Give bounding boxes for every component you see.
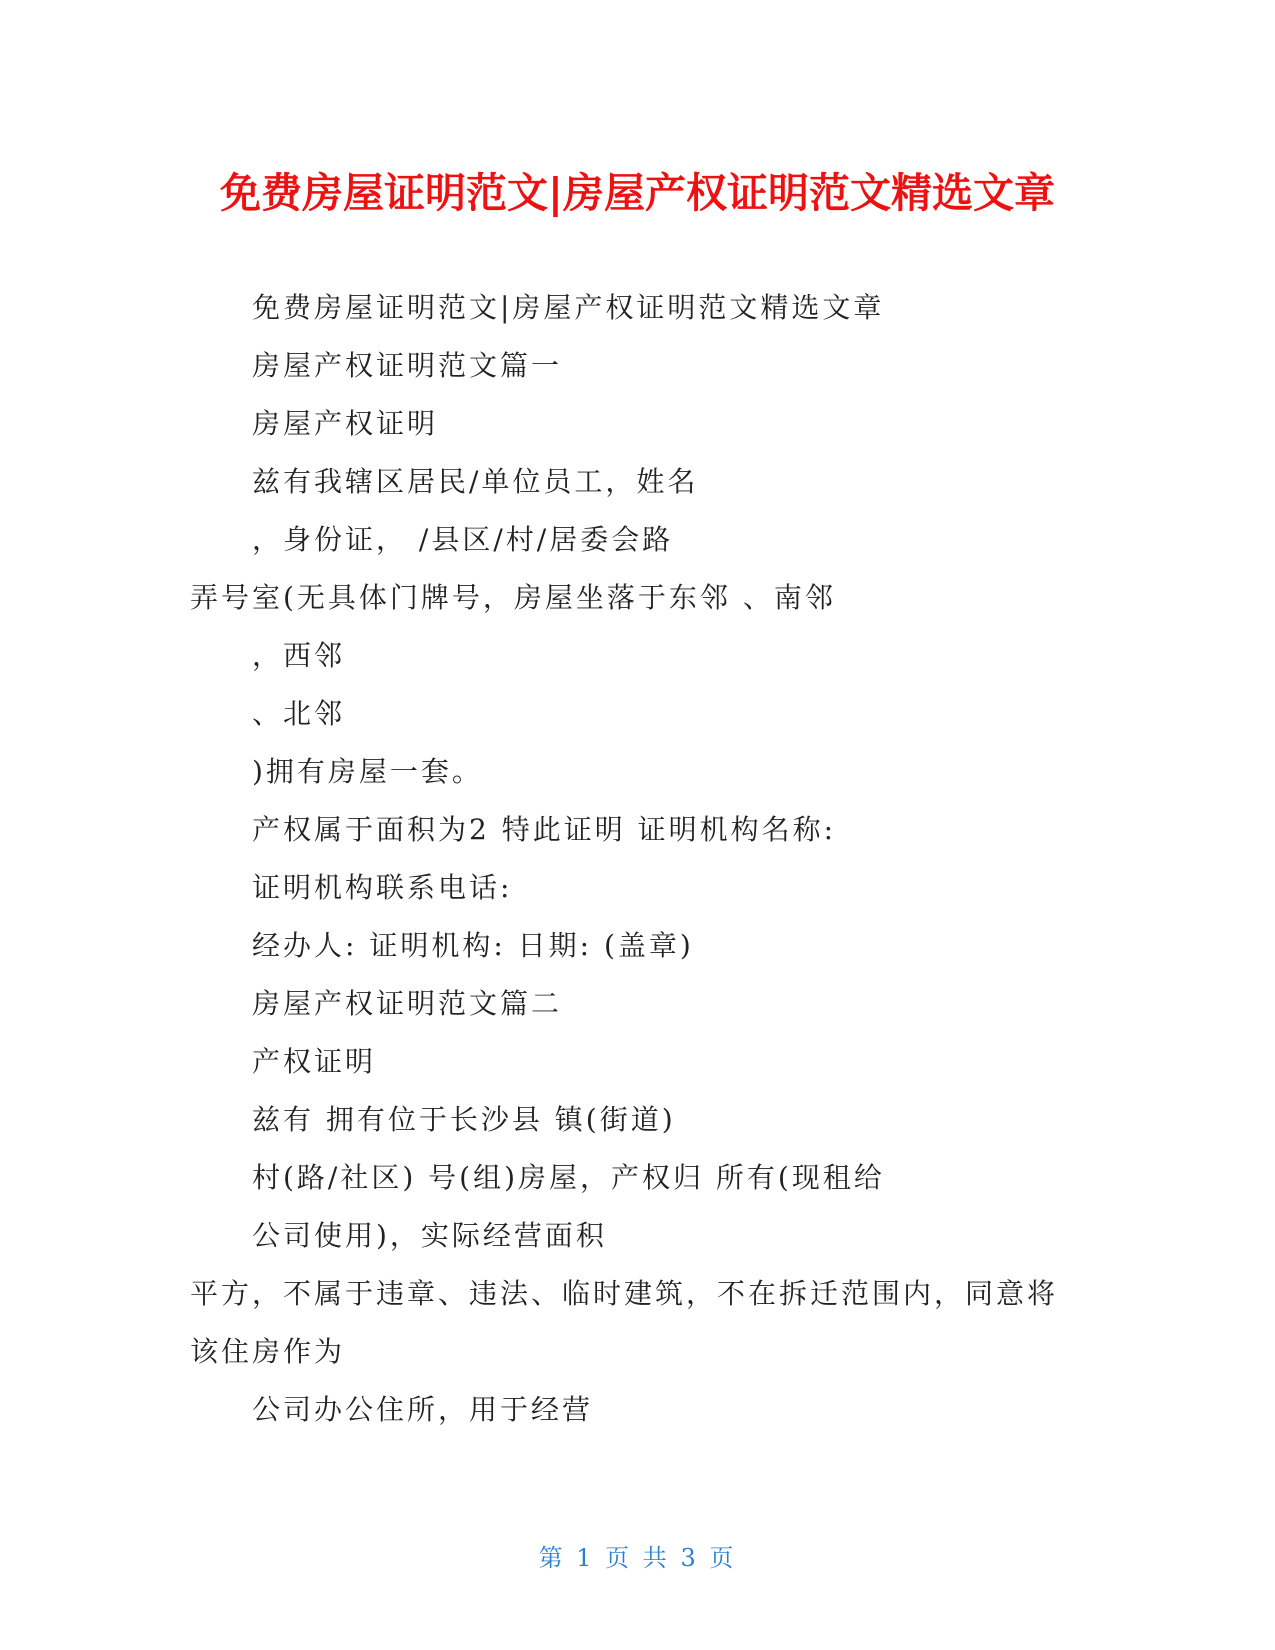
- body-line: 、北邻: [252, 697, 346, 730]
- body-line: 房屋产权证明: [252, 407, 439, 440]
- body-line: 公司办公住所，用于经营: [252, 1393, 594, 1426]
- document-title: 免费房屋证明范文|房屋产权证明范文精选文章: [220, 169, 1055, 217]
- body-line: 房屋产权证明范文篇二: [252, 987, 563, 1020]
- body-line: ，西邻: [252, 639, 346, 672]
- body-line: 房屋产权证明范文篇一: [252, 349, 563, 382]
- body-line: 弄号室(无具体门牌号，房屋坐落于东邻 、南邻: [190, 581, 836, 614]
- body-line: 该住房作为: [190, 1335, 346, 1368]
- body-line: )拥有房屋一套。: [252, 755, 483, 788]
- body-line: 平方，不属于违章、违法、临时建筑，不在拆迁范围内，同意将: [190, 1277, 1059, 1310]
- body-line: 公司使用)，实际经营面积: [252, 1219, 607, 1252]
- body-line: 产权证明: [252, 1045, 377, 1078]
- body-line: 免费房屋证明范文|房屋产权证明范文精选文章: [252, 291, 885, 324]
- body-line: 证明机构联系电话:: [252, 871, 513, 904]
- body-line: 产权属于面积为2 特此证明 证明机构名称:: [252, 813, 837, 846]
- body-line: ，身份证， /县区/村/居委会路: [252, 523, 674, 556]
- body-line: 兹有我辖区居民/单位员工，姓名: [252, 465, 699, 498]
- body-line: 村(路/社区) 号(组)房屋，产权归 所有(现租给: [252, 1161, 885, 1194]
- page-number: 第 1 页 共 3 页: [538, 1544, 737, 1572]
- body-line: 兹有 拥有位于长沙县 镇(街道): [252, 1103, 676, 1136]
- body-line: 经办人: 证明机构: 日期: (盖章): [252, 929, 694, 962]
